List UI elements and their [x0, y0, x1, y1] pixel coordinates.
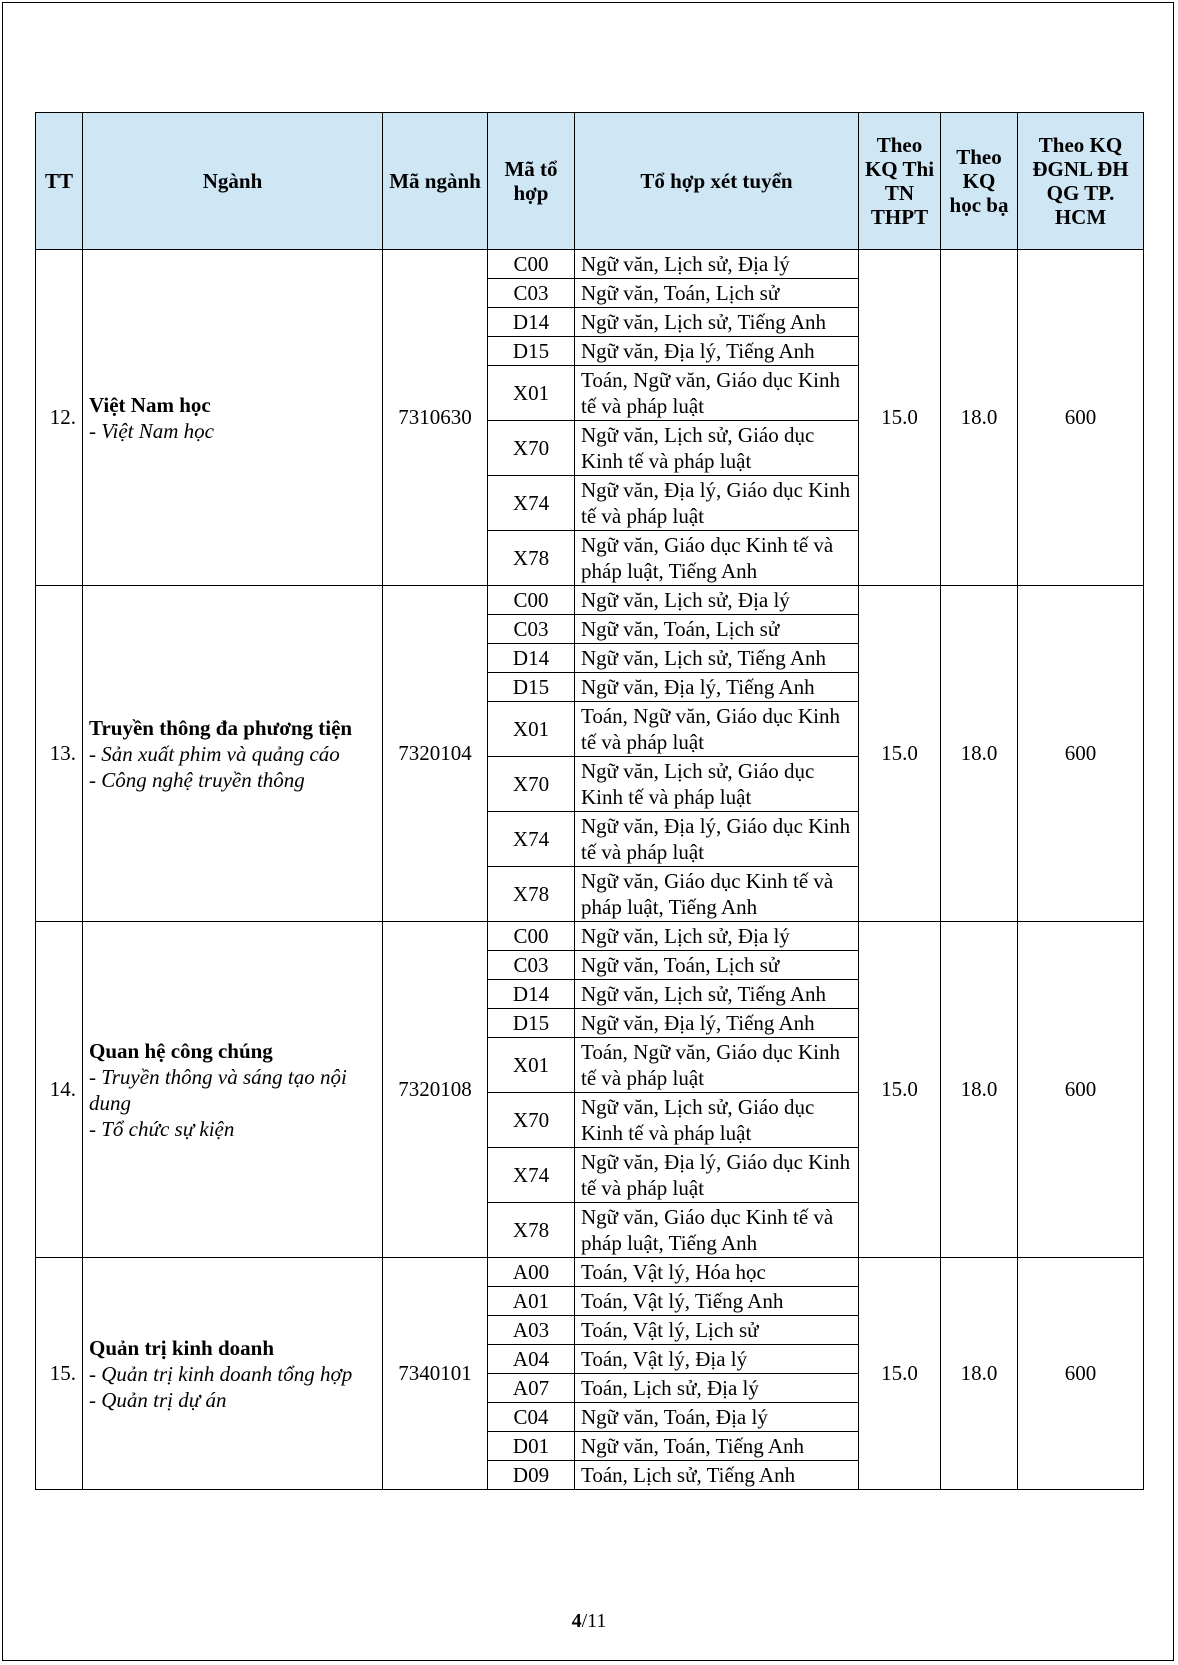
combo-subjects: Ngữ văn, Lịch sử, Giáo dục Kinh tế và pháp luật	[575, 757, 859, 812]
combo-code: C03	[488, 279, 575, 308]
major-code: 7320108	[383, 922, 488, 1258]
specialization: - Quản trị dự án	[89, 1387, 227, 1412]
table-body	[36, 250, 1144, 1490]
combo-code: D14	[488, 644, 575, 673]
combo-subjects: Ngữ văn, Lịch sử, Tiếng Anh	[575, 980, 859, 1009]
combo-code: C04	[488, 1403, 575, 1432]
combo-subjects: Toán, Vật lý, Tiếng Anh	[575, 1287, 859, 1316]
header-thpt: Theo KQ Thi TN THPT	[859, 113, 941, 250]
score-thpt: 15.0	[859, 922, 941, 1258]
score-thpt: 15.0	[859, 586, 941, 922]
row-number: 13.	[36, 586, 83, 922]
combo-subjects: Ngữ văn, Lịch sử, Giáo dục Kinh tế và pháp luật	[575, 1093, 859, 1148]
page-number	[0, 1610, 1178, 1633]
combo-subjects: Ngữ văn, Lịch sử, Giáo dục Kinh tế và pháp luật	[575, 421, 859, 476]
combo-subjects: Ngữ văn, Địa lý, Tiếng Anh	[575, 673, 859, 702]
specialization: - Việt Nam học	[89, 418, 214, 443]
header-nganh: Ngành	[83, 113, 383, 250]
combo-code: A07	[488, 1374, 575, 1403]
combo-subjects: Ngữ văn, Toán, Lịch sử	[575, 615, 859, 644]
combo-code: A01	[488, 1287, 575, 1316]
combo-subjects: Toán, Lịch sử, Tiếng Anh	[575, 1461, 859, 1490]
combo-code: X70	[488, 757, 575, 812]
header-ma-to-hop: Mã tổ hợp	[488, 113, 575, 250]
major-code: 7340101	[383, 1258, 488, 1490]
combo-subjects: Toán, Vật lý, Lịch sử	[575, 1316, 859, 1345]
major-name: Truyền thông đa phương tiện	[89, 715, 353, 740]
score-hoc-ba: 18.0	[941, 1258, 1018, 1490]
major-cell	[83, 1258, 383, 1490]
major-name: Quản trị kinh doanh	[89, 1335, 275, 1360]
combo-subjects: Toán, Ngữ văn, Giáo dục Kinh tế và pháp luật	[575, 1038, 859, 1093]
combo-subjects: Ngữ văn, Địa lý, Giáo dục Kinh tế và pháp luật	[575, 812, 859, 867]
combo-subjects: Ngữ văn, Lịch sử, Địa lý	[575, 250, 859, 279]
combo-code: X70	[488, 421, 575, 476]
combo-subjects: Ngữ văn, Toán, Địa lý	[575, 1403, 859, 1432]
combo-subjects: Ngữ văn, Địa lý, Giáo dục Kinh tế và pháp luật	[575, 1148, 859, 1203]
score-hoc-ba: 18.0	[941, 250, 1018, 586]
combo-subjects: Ngữ văn, Giáo dục Kinh tế và pháp luật, Tiếng Anh	[575, 531, 859, 586]
score-thpt: 15.0	[859, 1258, 941, 1490]
major-name: Quan hệ công chúng	[89, 1038, 273, 1063]
combo-code: D09	[488, 1461, 575, 1490]
table-header-row	[36, 113, 1144, 250]
header-tt: TT	[36, 113, 83, 250]
combo-code: X01	[488, 1038, 575, 1093]
combo-subjects: Ngữ văn, Địa lý, Tiếng Anh	[575, 1009, 859, 1038]
combo-subjects: Toán, Ngữ văn, Giáo dục Kinh tế và pháp luật	[575, 366, 859, 421]
score-hoc-ba: 18.0	[941, 586, 1018, 922]
specialization: - Sản xuất phim và quảng cáo	[89, 741, 340, 766]
combo-code: X01	[488, 366, 575, 421]
combo-subjects: Toán, Lịch sử, Địa lý	[575, 1374, 859, 1403]
combo-subjects: Ngữ văn, Địa lý, Giáo dục Kinh tế và pháp luật	[575, 476, 859, 531]
combo-code: C00	[488, 250, 575, 279]
combo-code: X70	[488, 1093, 575, 1148]
major-code: 7310630	[383, 250, 488, 586]
row-number: 14.	[36, 922, 83, 1258]
major-name: Việt Nam học	[89, 392, 211, 417]
score-dgnl: 600	[1018, 1258, 1144, 1490]
combo-subjects: Ngữ văn, Toán, Lịch sử	[575, 279, 859, 308]
table-row	[36, 250, 1144, 279]
combo-subjects: Ngữ văn, Giáo dục Kinh tế và pháp luật, Tiếng Anh	[575, 867, 859, 922]
specialization: - Quản trị kinh doanh tổng hợp	[89, 1361, 353, 1386]
table-row	[36, 1258, 1144, 1287]
major-cell	[83, 586, 383, 922]
combo-code: C00	[488, 586, 575, 615]
major-code: 7320104	[383, 586, 488, 922]
combo-code: C00	[488, 922, 575, 951]
score-hoc-ba: 18.0	[941, 922, 1018, 1258]
score-dgnl: 600	[1018, 586, 1144, 922]
header-dgnl: Theo KQ ĐGNL ĐH QG TP. HCM	[1018, 113, 1144, 250]
major-cell	[83, 250, 383, 586]
page-sep: /	[581, 1610, 588, 1632]
header-to-hop: Tổ hợp xét tuyển	[575, 113, 859, 250]
combo-code: D15	[488, 673, 575, 702]
combo-code: C03	[488, 951, 575, 980]
header-ma-nganh: Mã ngành	[383, 113, 488, 250]
table-row	[36, 922, 1144, 951]
combo-subjects: Ngữ văn, Giáo dục Kinh tế và pháp luật, Tiếng Anh	[575, 1203, 859, 1258]
combo-code: D15	[488, 1009, 575, 1038]
combo-subjects: Ngữ văn, Lịch sử, Địa lý	[575, 922, 859, 951]
combo-code: X78	[488, 531, 575, 586]
combo-subjects: Ngữ văn, Toán, Tiếng Anh	[575, 1432, 859, 1461]
header-hoc-ba: Theo KQ học bạ	[941, 113, 1018, 250]
combo-code: X01	[488, 702, 575, 757]
combo-subjects: Ngữ văn, Lịch sử, Địa lý	[575, 586, 859, 615]
specialization: - Truyền thông và sáng tạo nội dung	[89, 1064, 347, 1115]
combo-code: D14	[488, 980, 575, 1009]
score-thpt: 15.0	[859, 250, 941, 586]
combo-code: D14	[488, 308, 575, 337]
admission-table	[35, 112, 1144, 1490]
page-total: 11	[587, 1610, 607, 1632]
combo-code: C03	[488, 615, 575, 644]
score-dgnl: 600	[1018, 922, 1144, 1258]
table-row	[36, 586, 1144, 615]
combo-subjects: Ngữ văn, Lịch sử, Tiếng Anh	[575, 644, 859, 673]
score-dgnl: 600	[1018, 250, 1144, 586]
combo-code: A00	[488, 1258, 575, 1287]
specialization: - Công nghệ truyền thông	[89, 767, 305, 792]
major-cell	[83, 922, 383, 1258]
combo-subjects: Ngữ văn, Lịch sử, Tiếng Anh	[575, 308, 859, 337]
combo-code: X74	[488, 476, 575, 531]
combo-code: D01	[488, 1432, 575, 1461]
page-current: 4	[571, 1610, 582, 1632]
combo-code: A03	[488, 1316, 575, 1345]
combo-code: D15	[488, 337, 575, 366]
combo-code: X78	[488, 1203, 575, 1258]
specialization: - Tổ chức sự kiện	[89, 1116, 235, 1141]
combo-subjects: Ngữ văn, Toán, Lịch sử	[575, 951, 859, 980]
combo-subjects: Toán, Ngữ văn, Giáo dục Kinh tế và pháp luật	[575, 702, 859, 757]
combo-code: A04	[488, 1345, 575, 1374]
row-number: 12.	[36, 250, 83, 586]
row-number: 15.	[36, 1258, 83, 1490]
combo-code: X74	[488, 1148, 575, 1203]
combo-subjects: Toán, Vật lý, Hóa học	[575, 1258, 859, 1287]
combo-code: X74	[488, 812, 575, 867]
combo-code: X78	[488, 867, 575, 922]
combo-subjects: Ngữ văn, Địa lý, Tiếng Anh	[575, 337, 859, 366]
combo-subjects: Toán, Vật lý, Địa lý	[575, 1345, 859, 1374]
